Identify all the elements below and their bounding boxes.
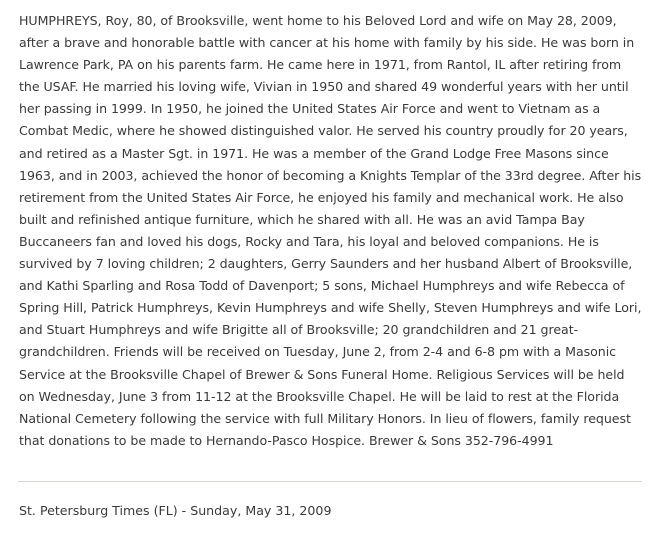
obituary-body-text: HUMPHREYS, Roy, 80, of Brooksville, went home to his Beloved Lord and wife on May 28, 2009, after a brave and honorable battle with cancer at his home with family by his side. He was born in Lawrence Park, PA on his parents farm. He came here in 1971, from Rantol, IL after retiring from the USAF. He married his loving wife, Vivian in 1950 and shared 49 wonderful years with her until her passing in 1999. In 1950, he joined the United States Air Force and went to Vietnam as a Combat Medic, where he showed distinguished valor. He served his country proudly for 20 years, and retired as a Master Sgt. in 1971. He was a member of the Grand Lodge Free Masons since 1963, and in 2003, achieved the honor of becoming a Knights Templar of the 33rd degree. After his retirement from the United States Air Force, he enjoyed his family and mechanical work. He also built and refinished antique furniture, which he shared with all. He was an avid Tampa Bay Buccaneers fan and loved his dogs, Rocky and Tara, his loyal and beloved companions. He is survived by 7 loving children; 2 daughters, Gerry Saunders and her husband Albert of Brooksville, and Kathi Sparling and Rosa Todd of Davenport; 5 sons, Michael Humphreys and wife Rebecca of Spring Hill, Patrick Humphreys, Kevin Humphreys and wife Shelly, Steven Humphreys and wife Lori, and Stuart Humphreys and wife Brigitte all of Brooksville; 20 grandchildren and 21 great-grandchildren. Friends will be received on Tuesday, June 2, from 2-4 and 6-8 pm with a Masonic Service at the Brooksville Chapel of Brewer & Sons Funeral Home. Religious Services will be held on Wednesday, June 3 from 11-12 at the Brooksville Chapel. He will be laid to rest at the Florida National Cemetery following the service with full Military Honors. In lieu of flowers, family request that donations to be made to Hernando-Pasco Hospice. Brewer & Sons 352-796-4991 (19, 13, 642, 448)
publication-source-line: St. Petersburg Times (FL) - Sunday, May 31, 2009 (19, 503, 332, 518)
section-divider (18, 481, 642, 482)
